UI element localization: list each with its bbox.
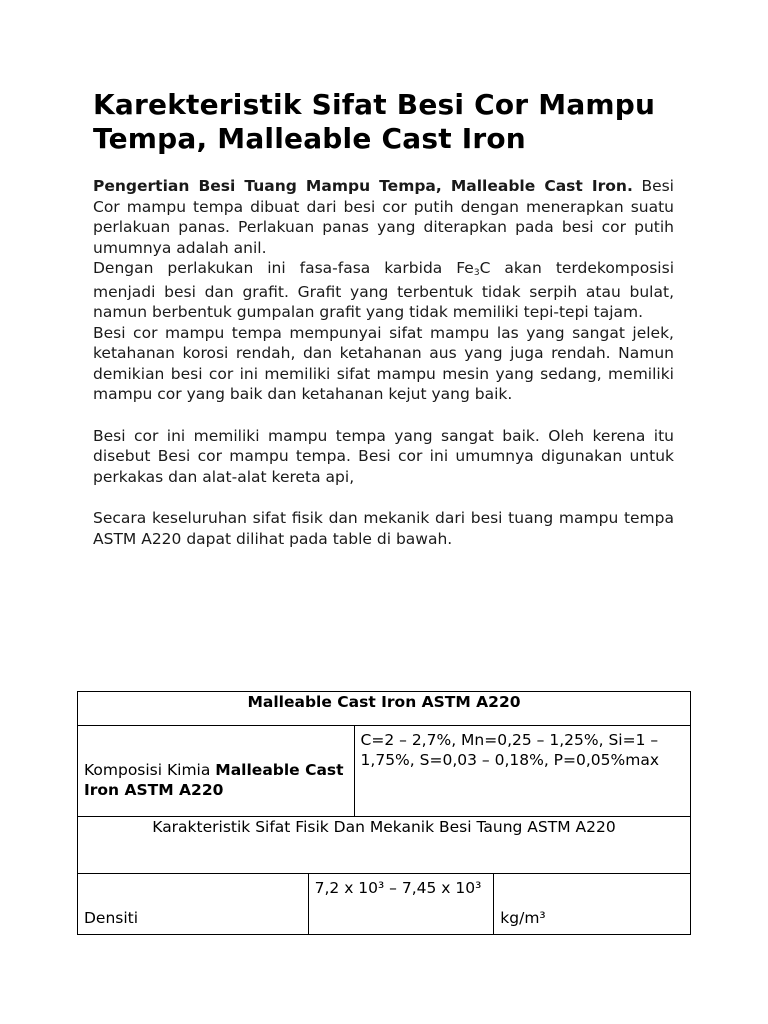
paragraph-usage: Besi cor ini memiliki mampu tempa yang sangat baik. Oleh kerena itu disebut Besi cor mampu tempa. Besi cor ini umumnya digunakan untuk perkakas dan alat-alat kereta api, xyxy=(93,426,674,486)
document-page xyxy=(93,88,674,549)
paragraph-intro xyxy=(93,176,674,258)
intro-bold-lead: Pengertian Besi Tuang Mampu Tempa, Malleable Cast Iron. xyxy=(93,177,633,195)
paragraph-properties: Besi cor mampu tempa mempunyai sifat mampu las yang sangat jelek, ketahanan korosi rendah, dan ketahanan aus yang juga rendah. Namun demikian besi cor ini memiliki sifat mampu mesin yang sedang, memiliki mampu cor yang baik dan ketahanan kejut yang baik. xyxy=(93,323,674,403)
table-row xyxy=(78,874,691,935)
properties-table xyxy=(77,691,691,935)
composition-row xyxy=(78,726,691,817)
section-title-cell: Karakteristik Sifat Fisik Dan Mekanik Besi Taung ASTM A220 xyxy=(78,817,691,874)
article-body xyxy=(93,176,674,549)
unit-cell: kg/m³ xyxy=(494,874,691,935)
composition-label-cell xyxy=(78,726,355,817)
paragraph-decomposition xyxy=(93,258,674,323)
paragraph-table-intro: Secara keseluruhan sifat fisik dan mekanik dari besi tuang mampu tempa ASTM A220 dapat dilihat pada table di bawah. xyxy=(93,509,674,548)
page-title: Karekteristik Sifat Besi Cor Mampu Tempa, Malleable Cast Iron xyxy=(93,88,656,155)
section-title-row xyxy=(78,817,691,874)
value-cell: 7,2 x 10³ – 7,45 x 10³ xyxy=(308,874,494,935)
property-cell: Densiti xyxy=(78,874,309,935)
composition-value-cell: C=2 – 2,7%, Mn=0,25 – 1,25%, Si=1 – 1,75%, S=0,03 – 0,18%, P=0,05%max xyxy=(354,726,690,817)
table-header-cell: Malleable Cast Iron ASTM A220 xyxy=(78,692,691,726)
para2-end: C akan terdekomposisi menjadi besi dan grafit. Grafit yang terbentuk tidak serpih atau bulat, namun berbentuk gumpalan grafit yang tidak memiliki tepi-tepi tajam. xyxy=(93,259,674,321)
intro-text: Besi Cor mampu tempa dibuat dari besi cor putih dengan menerapkan suatu perlakuan panas. Perlakuan panas yang diterapkan pada besi cor putih umumnya adalah anil. xyxy=(93,177,674,257)
table-header-row xyxy=(78,692,691,726)
composition-label-plain: Komposisi Kimia xyxy=(84,761,216,779)
subscript-3: 3 xyxy=(473,268,480,278)
para2-start: Dengan perlakukan ini fasa-fasa karbida Fe xyxy=(93,259,474,277)
composition-label-bold: Malleable Cast Iron ASTM A220 xyxy=(84,761,344,799)
